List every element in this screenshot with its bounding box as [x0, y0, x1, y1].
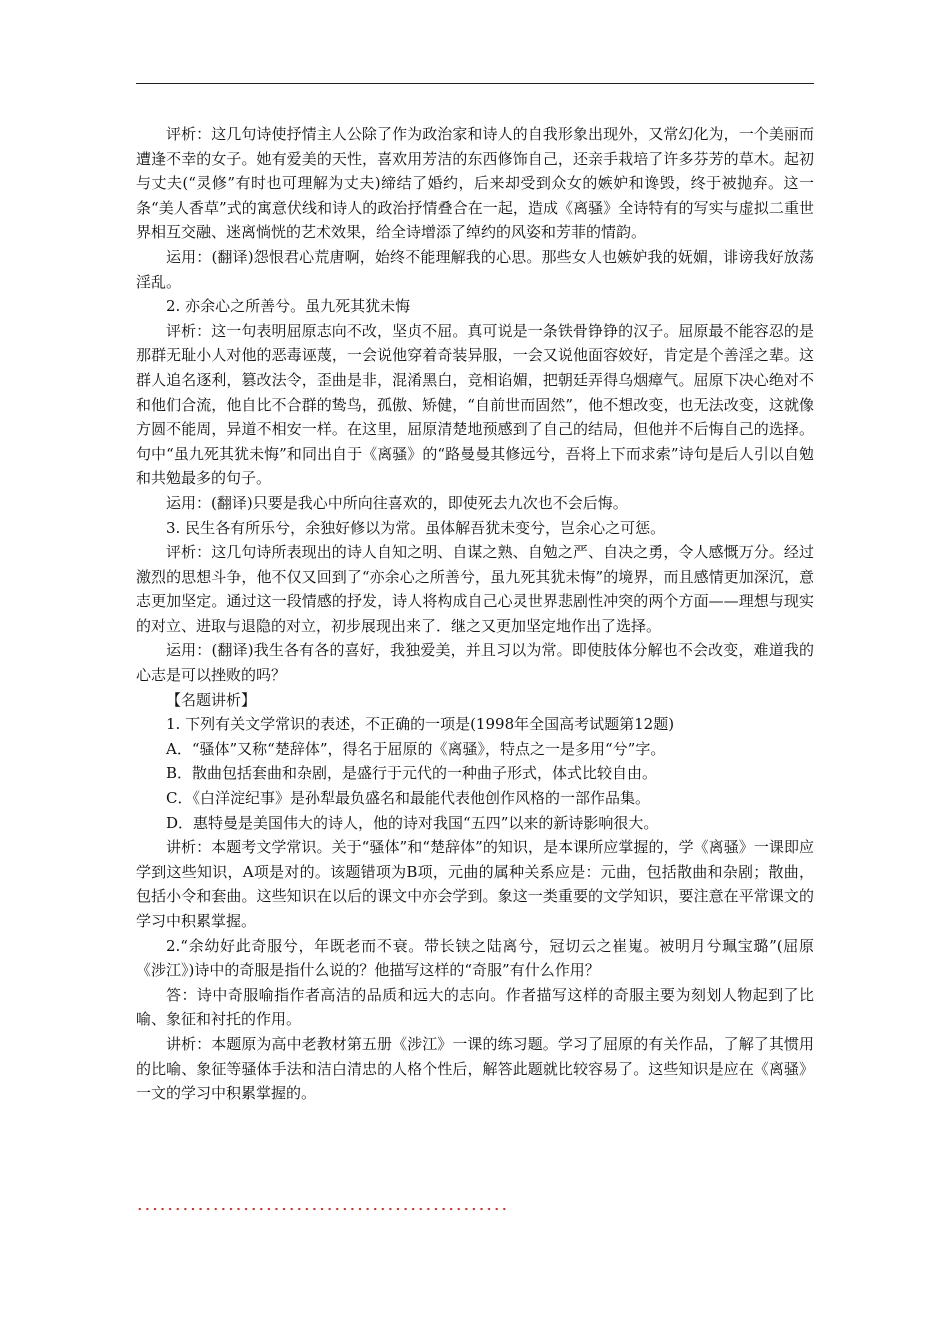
verse-heading-2: 2. 亦余心之所善兮。虽九死其犹未悔: [166, 297, 411, 316]
answer-2: 答：诗中奇服喻指作者高洁的品质和远大的志向。作者描写这样的奇服主要为刻划人物起到了比喻、象征和衬托的作用。: [136, 985, 814, 1029]
option-a: A．“骚体”又称“楚辞体”，得名于屈原的《离骚》，特点之一是多用“兮”字。: [166, 739, 666, 758]
question-2: 2.“余幼好此奇服兮，年既老而不衰。带长铗之陆离兮，冠切云之崔嵬。被明月兮珮宝璐”(屈原《涉江》)诗中的奇服是指什么说的？他描写这样的“奇服”有什么作用？: [136, 936, 814, 980]
analysis-paragraph-1: 评析：这几句诗使抒情主人公除了作为政治家和诗人的自我形象出现外，又常幻化为，一个美丽而遭逢不幸的女子。她有爱美的天性，喜欢用芳洁的东西修饰自己，还亲手栽培了许多芬芳的草木。起初与丈夫(“灵修”有时也可理解为丈夫)缔结了婚约，后来却受到众女的嫉妒和谗毁，终于被抛弃。这一条“美人香草”式的寓意伏线和诗人的政治抒情叠合在一起，造成《离骚》全诗特有的写实与虚拟二重世界相互交融、迷离惝恍的艺术效果，给全诗增添了绰约的风姿和芳菲的情韵。: [136, 125, 814, 242]
verse-heading-3: 3. 民生各有所乐兮，余独好修以为常。虽体解吾犹未变兮，岂余心之可惩。: [166, 518, 666, 537]
option-d: D．惠特曼是美国伟大的诗人，他的诗对我国“五四”以来的新诗影响很大。: [166, 813, 659, 832]
explanation-2: 讲析：本题原为高中老教材第五册《涉江》一课的练习题。学习了屈原的有关作品，了解了其惯用的比喻、象征等骚体手法和洁白清忠的人格个性后，解答此题就比较容易了。这些知识是应在《离骚》一文的学习中积累掌握的。: [136, 1034, 814, 1103]
application-paragraph-2: 运用：(翻译)只要是我心中所向往喜欢的，即使死去九次也不会后悔。: [166, 493, 628, 512]
application-paragraph-3: 运用：(翻译)我生各有各的喜好，我独爱美，并且习以为常。即使肢体分解也不会改变，难道我的心志是可以挫败的吗？: [136, 641, 814, 685]
footer-dotted-divider: [136, 1206, 510, 1212]
option-b: B．散曲包括套曲和杂剧，是盛行于元代的一种曲子形式，体式比较自由。: [166, 764, 658, 783]
header-rule: [136, 83, 814, 84]
analysis-paragraph-2: 评析：这一句表明屈原志向不改，坚贞不屈。真可说是一条铁骨铮铮的汉子。屈原最不能容忍的是那群无耻小人对他的恶毒诬蔑，一会说他穿着奇装异服，一会又说他面容姣好，肯定是个善淫之辈。这群人追名逐利，篡改法令，歪曲是非，混淆黑白，竞相谄媚，把朝廷弄得乌烟瘴气。屈原下决心绝对不和他们合流，他自比不合群的鸷鸟，孤傲、矫健，“自前世而固然”，他不想改变，也无法改变，这就像方圆不能周，异道不相安一样。在这里，屈原清楚地预感到了自己的结局，但他并不后悔自己的选择。句中“虽九死其犹未悔”和同出自于《离骚》的“路曼曼其修远兮，吾将上下而求索”诗句是后人引以自勉和共勉最多的句子。: [136, 321, 814, 488]
analysis-paragraph-3: 评析：这几句诗所表现出的诗人自知之明、自谋之熟、自勉之严、自决之勇，令人感慨万分。经过激烈的思想斗争，他不仅又回到了“亦余心之所善兮，虽九死其犹未悔”的境界，而且感情更加深沉，意志更加坚定。通过这一段情感的抒发，诗人将构成自己心灵世界悲剧性冲突的两个方面——理想与现实的对立、进取与退隐的对立，初步展现出来了．继之又更加坚定地作出了选择。: [136, 543, 814, 635]
option-c: C．《白洋淀纪事》是孙犁最负盛名和最能代表他创作风格的一部作品集。: [166, 789, 650, 808]
explanation-1: 讲析：本题考文学常识。关于“骚体”和“楚辞体”的知识，是本课所应掌握的，学《离骚》一课即应学到这些知识，A项是对的。该题错项为B项，元曲的属种关系应是：元曲，包括散曲和杂剧；散曲，包括小令和套曲。这些知识在以后的课文中亦会学到。象这一类重要的文学知识，要注意在平常课文的学习中积累掌握。: [136, 838, 814, 930]
application-paragraph-1: 运用：(翻译)怨恨君心荒唐啊，始终不能理解我的心思。那些女人也嫉妒我的妩媚，诽谤我好放荡淫乱。: [136, 247, 814, 291]
document-body: [136, 122, 814, 1106]
question-1: 1. 下列有关文学常识的表述，不正确的一项是(1998年全国高考试题第12题): [166, 715, 675, 734]
section-heading: 【名题讲析】: [166, 690, 257, 709]
